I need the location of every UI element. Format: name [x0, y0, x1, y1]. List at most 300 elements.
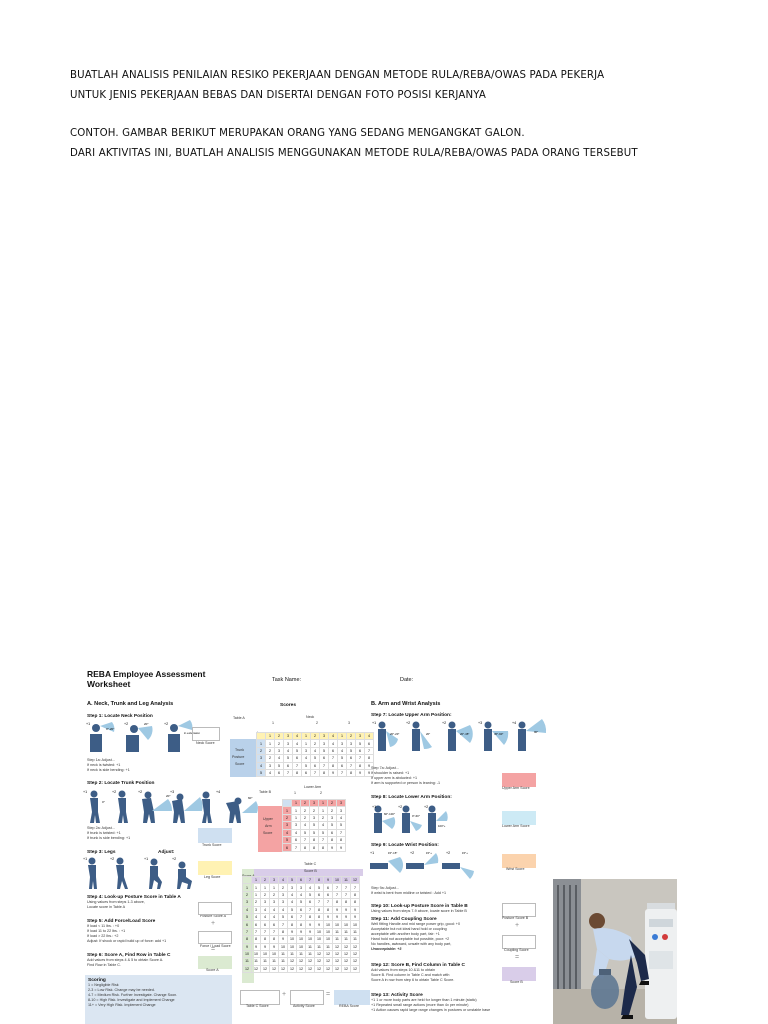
leg-score-label: Leg Score: [204, 875, 221, 879]
table-a-cell: 5: [293, 747, 302, 754]
table-b-cell: 5: [283, 836, 292, 843]
table-b-cell: 8: [310, 836, 319, 843]
step2-heading: Step 2: Locate Trunk Position: [87, 781, 155, 786]
table-b-cell: 8: [337, 836, 346, 843]
table-c-cell: 4: [270, 906, 279, 913]
reba-score-box: [334, 990, 370, 1005]
upper-arm-angle-label: +3: [478, 721, 483, 725]
upper-arm-angle-label: 20°-45°: [460, 732, 470, 736]
table-b-cell: 2: [301, 814, 310, 821]
step4-line: Locate score in Table A: [87, 905, 126, 909]
table-c-cell: 9: [342, 913, 351, 920]
table-c-cell: 10: [288, 936, 297, 943]
table-a-cell: 4: [257, 762, 266, 769]
posture-score-b-label: Posture Score B: [502, 916, 529, 920]
table-a-cell: 4: [329, 740, 338, 747]
table-c-cell: 12: [333, 950, 342, 957]
table-a-cell: 3: [275, 747, 284, 754]
leg-label: +2: [110, 857, 115, 861]
posture-score-a-box: [198, 902, 232, 915]
table-c-cell: 7: [306, 906, 315, 913]
table-b-cell: 4: [337, 814, 346, 821]
table-a-legs-cell: 3: [320, 733, 329, 740]
trunk-posture-score-text: Trunk: [235, 748, 245, 752]
table-c-row: [243, 891, 360, 898]
table-a-cell: 7: [356, 755, 365, 762]
table-c-col-header: 2: [261, 877, 270, 884]
table-a-legs-row: [257, 733, 374, 740]
table-b-cell: 7: [292, 844, 301, 851]
table-b-cell: 7: [301, 836, 310, 843]
table-c-cell: 4: [270, 913, 279, 920]
coupling-score-label: Coupling Score: [504, 948, 529, 952]
table-b-cell: 9: [337, 844, 346, 851]
upper-arm-angle-label: 20°: [426, 732, 431, 736]
table-c-cell: 4: [261, 906, 270, 913]
table-b-row: [283, 814, 346, 821]
table-a-cell: 1: [302, 740, 311, 747]
score-b-label: Score B: [510, 980, 523, 984]
table-a-cell: 2: [257, 747, 266, 754]
table-a-legs-cell: 2: [311, 733, 320, 740]
table-b-row: [283, 844, 346, 851]
table-a-cell: 6: [356, 747, 365, 754]
table-b-cell: 1: [292, 807, 301, 814]
table-b-wrist-cell: 2: [328, 800, 337, 807]
step6-line: Find Row in Table C.: [87, 963, 121, 967]
table-c-cell: 7: [279, 921, 288, 928]
table-b-cell: 3: [310, 814, 319, 821]
legs-adjust-heading: Adjust:: [158, 850, 175, 855]
table-a-cell: 8: [356, 762, 365, 769]
table-c-cell: 3: [252, 906, 261, 913]
step9a-line: If wrist is bent from midline or twisted : Add +1: [371, 891, 447, 895]
table-a: [256, 732, 374, 777]
score-b-header: Score B: [304, 869, 317, 873]
table-a-cell: 7: [347, 762, 356, 769]
posture-score-a-label: Posture Score A: [200, 914, 226, 918]
table-c-cell: 12: [342, 958, 351, 965]
table-c-cell: 8: [315, 906, 324, 913]
leg-label: +2: [172, 857, 177, 861]
table-a-cell: 6: [284, 762, 293, 769]
step1a-line: Step 1a: Adjust...: [87, 758, 115, 762]
table-c-cell: 9: [324, 913, 333, 920]
table-b-cell: 5: [310, 829, 319, 836]
table-a-legs-cell: 4: [365, 733, 374, 740]
table-c-cell: 7: [315, 899, 324, 906]
table-c-cell: 9: [333, 906, 342, 913]
table-a-legs-cell: 4: [293, 733, 302, 740]
table-a-row: [257, 747, 374, 754]
table-a-cell: 8: [320, 769, 329, 776]
table-b-cell: 3: [337, 807, 346, 814]
table-c-col-header: 6: [297, 877, 306, 884]
table-a-cell: 9: [329, 769, 338, 776]
table-a-cell: 4: [266, 769, 275, 776]
table-c-cell: 1: [243, 884, 252, 891]
table-a-cell: 5: [320, 747, 329, 754]
table-c-corner: [243, 877, 252, 884]
step5-line: If load > 22 lbs.: +2: [87, 934, 119, 938]
table-a-cell: 6: [329, 747, 338, 754]
coupling-score-box: [502, 935, 536, 949]
table-c-cell: 12: [351, 965, 360, 972]
wrist-angle-label: +1: [370, 851, 375, 855]
table-c-cell: 8: [297, 921, 306, 928]
step4-heading: Step 4: Look-up Posture Score in Table A: [87, 895, 181, 900]
table-a-cell: 4: [302, 755, 311, 762]
lower-arm-angle-label: +2: [398, 805, 403, 809]
table-c-cell: 12: [342, 950, 351, 957]
date-label: Date:: [400, 677, 414, 683]
table-c-col-header: 12: [351, 877, 360, 884]
table-b-cell: 3: [328, 814, 337, 821]
table-c-cell: 12: [324, 965, 333, 972]
table-c-cell: 2: [261, 891, 270, 898]
table-c-cell: 10: [306, 936, 315, 943]
table-c-cell: 10: [297, 936, 306, 943]
table-c-col-header: 5: [288, 877, 297, 884]
table-c-cell: 6: [297, 906, 306, 913]
section-b-heading: B. Arm and Wrist Analysis: [371, 701, 441, 707]
trunk-angle-label: +3: [170, 790, 175, 794]
table-a-cell: 6: [302, 769, 311, 776]
table-c-col-header: 4: [279, 877, 288, 884]
upper-arm-angle-label: 45°-90°: [494, 732, 504, 736]
table-a-legs-cell: 1: [266, 733, 275, 740]
table-c-cell: 8: [252, 936, 261, 943]
neck-score-label: Neck Score: [196, 741, 215, 745]
step1a-line: If neck is side bending: +1: [87, 768, 130, 772]
step11-heading: Step 11: Add Coupling Score: [371, 917, 437, 922]
table-b-wrist-cell: 2: [301, 800, 310, 807]
activity-score-box: [290, 990, 324, 1005]
table-a-cell: 7: [338, 769, 347, 776]
table-c-row: [243, 958, 360, 965]
table-a-cell: 4: [293, 740, 302, 747]
table-c-row: [243, 899, 360, 906]
table-a-neck-group: 3: [348, 721, 350, 725]
table-b-wrist-cell: 1: [319, 800, 328, 807]
table-c-cell: 8: [270, 936, 279, 943]
table-a-cell: 3: [320, 740, 329, 747]
table-c-cell: 11: [297, 950, 306, 957]
table-c-cell: 9: [351, 906, 360, 913]
table-c-cell: 6: [252, 921, 261, 928]
table-c-cell: 10: [351, 921, 360, 928]
table-b-cell: 2: [301, 807, 310, 814]
table-c-cell: 11: [270, 958, 279, 965]
table-a-neck-group: 1: [272, 721, 274, 725]
table-b-cell: 6: [292, 836, 301, 843]
lower-arm-score-box: [502, 811, 536, 825]
table-a-cell: 2: [266, 747, 275, 754]
table-c-cell: 3: [243, 899, 252, 906]
table-c-cell: 12: [342, 965, 351, 972]
table-b-cell: 5: [337, 822, 346, 829]
table-c-cell: 11: [252, 958, 261, 965]
neck-angle-label: in extension: [184, 731, 201, 735]
table-c-cell: 9: [243, 943, 252, 950]
table-c-cell: 7: [252, 928, 261, 935]
force-load-score-box: [198, 931, 232, 944]
table-c-cell: 5: [315, 884, 324, 891]
step5-line: If load < 11 lbs. : +0: [87, 924, 120, 928]
table-c-cell: 12: [351, 958, 360, 965]
table-a-legs-cell: 2: [347, 733, 356, 740]
wrist-score-box: [502, 854, 536, 868]
table-a-legs-cell: 1: [338, 733, 347, 740]
step5-line: If load 11 to 22 lbs. : +1: [87, 929, 126, 933]
upper-arm-figures: [370, 719, 550, 753]
table-c-cell: 12: [315, 950, 324, 957]
step5-heading: Step 5: Add Force/Load Score: [87, 919, 156, 924]
table-b-cell: 8: [301, 844, 310, 851]
step6-heading: Step 6: Score A, Find Row in Table C: [87, 953, 171, 958]
upper-arm-angle-label: 20°-20°: [390, 732, 400, 736]
table-b-label: Table B: [259, 790, 271, 794]
table-c-cell: 4: [288, 891, 297, 898]
neck-score-box: [192, 727, 220, 741]
table-c-cell: 10: [324, 928, 333, 935]
table-c-cell: 7: [333, 884, 342, 891]
table-c-cell: 11: [333, 928, 342, 935]
table-b-cell: 6: [328, 829, 337, 836]
table-b-row: [283, 829, 346, 836]
table-c-score-box: [240, 990, 280, 1005]
table-b-cell: 9: [328, 844, 337, 851]
table-c-col-header: 8: [315, 877, 324, 884]
table-c-cell: 8: [351, 899, 360, 906]
worksheet-title-2: Worksheet: [87, 679, 131, 689]
table-a-cell: 7: [329, 755, 338, 762]
table-c-cell: 12: [288, 965, 297, 972]
table-c-cell: 7: [297, 913, 306, 920]
table-c-cell: 11: [315, 943, 324, 950]
table-a-cell: 5: [302, 762, 311, 769]
trunk-score-box: [198, 828, 232, 843]
table-c-cell: 10: [252, 950, 261, 957]
table-b-wrist-row: [283, 800, 346, 807]
table-a-cell: 6: [347, 755, 356, 762]
table-b-cell: 3: [292, 822, 301, 829]
table-c-cell: 4: [243, 906, 252, 913]
lower-arm-header: Lower Arm: [304, 785, 322, 789]
wrist-angle-label: 15°-15°: [388, 851, 398, 855]
upper-arm-angle-label: +1: [372, 721, 377, 725]
table-c-cell: 12: [324, 958, 333, 965]
table-c-cell: 10: [324, 921, 333, 928]
table-c-cell: 12: [342, 943, 351, 950]
step6-line: Add values from steps 4 & 5 to obtain Score A.: [87, 958, 164, 962]
neck-header: Neck: [306, 715, 315, 719]
step11-line: Acceptable but not ideal hand hold or coupling: [371, 927, 447, 931]
table-b-cell: 3: [283, 822, 292, 829]
table-c-cell: 12: [306, 965, 315, 972]
table-c-cell: 3: [279, 899, 288, 906]
table-c-cell: 10: [279, 943, 288, 950]
activity-score-label: Activity Score: [293, 1004, 315, 1008]
step13-line: +1 Repeated small range actions (more than 4x per minute): [371, 1003, 469, 1007]
step13-line: +1 Action causes rapid large range changes in postures or unstable base: [371, 1008, 491, 1012]
table-c-cell: 7: [324, 899, 333, 906]
table-c-col-header: 10: [333, 877, 342, 884]
leg-label: +1: [144, 857, 149, 861]
table-c-cell: 7: [342, 891, 351, 898]
table-a-cell: 5: [338, 755, 347, 762]
table-c-cell: 8: [306, 913, 315, 920]
table-b-cell: 1: [319, 807, 328, 814]
table-c-cell: 12: [270, 965, 279, 972]
table-c-cell: 11: [342, 936, 351, 943]
table-c-col-header: 7: [306, 877, 315, 884]
step3-heading: Step 3: Legs: [87, 850, 116, 855]
upper-arm-angle-label: +4: [512, 721, 517, 725]
table-c-cell: 11: [288, 950, 297, 957]
table-b-group: 2: [320, 791, 322, 795]
table-c-cell: 12: [315, 958, 324, 965]
table-a-cell: 4: [284, 747, 293, 754]
step1-heading: Step 1: Locate Neck Position: [87, 714, 153, 719]
table-c-cell: 10: [324, 936, 333, 943]
lower-arm-score-label: Lower Arm Score: [502, 824, 530, 828]
step8-heading: Step 8: Locate Lower Arm Position:: [371, 795, 452, 800]
scores-heading: Scores: [280, 703, 296, 708]
upper-arm-score-text: Arm: [265, 824, 272, 828]
table-a-cell: 5: [284, 755, 293, 762]
upper-arm-angle-label: +2: [406, 721, 411, 725]
table-b-cell: 2: [283, 814, 292, 821]
table-a-neck-group: 2: [316, 721, 318, 725]
table-c-row: [243, 936, 360, 943]
neck-angle-label: 20°: [144, 722, 149, 726]
table-c-cell: 2: [279, 884, 288, 891]
table-c-cell: 5: [279, 913, 288, 920]
table-c-cell: 12: [252, 965, 261, 972]
step5-line: Adjust: If shock or rapid build up of force: add +1: [87, 939, 167, 943]
instruction-line-1: BUATLAH ANALISIS PENILAIAN RESIKO PEKERJAAN DENGAN METODE RULA/REBA/OWAS PADA PEKERJA: [70, 70, 605, 81]
step7a-line: If shoulder is raised: +1: [371, 771, 410, 775]
upper-arm-score-box: [502, 773, 536, 787]
task-name-label: Task Name:: [272, 677, 302, 683]
table-c-cell: 11: [333, 936, 342, 943]
table-a-cell: 8: [329, 762, 338, 769]
trunk-angle-label: +2: [138, 790, 143, 794]
step12-line: Score A in row from step 6 to obtain Table C Score.: [371, 978, 455, 982]
step11-line: Unacceptable: +3: [371, 947, 402, 951]
table-c-cell: 10: [270, 950, 279, 957]
table-b-cell: 8: [328, 836, 337, 843]
upper-arm-score-label: Upper Arm Score: [502, 786, 530, 790]
table-c-cell: 12: [279, 965, 288, 972]
instruction-line-3: CONTOH. GAMBAR BERIKUT MERUPAKAN ORANG YANG SEDANG MENGANGKAT GALON.: [70, 128, 525, 139]
table-c-cell: 7: [270, 928, 279, 935]
table-a-cell: 3: [338, 740, 347, 747]
table-c-cell: 9: [306, 921, 315, 928]
table-c-col-header: 3: [270, 877, 279, 884]
table-c-cell: 10: [261, 950, 270, 957]
table-c-cell: 8: [324, 906, 333, 913]
table-c-cell: 8: [342, 899, 351, 906]
step2a-line: Step 2a: Adjust...: [87, 826, 115, 830]
table-b-cell: 8: [310, 844, 319, 851]
table-c-cell: 12: [306, 958, 315, 965]
table-c-cell: 6: [315, 891, 324, 898]
table-b-cell: 1: [292, 814, 301, 821]
table-b-wrist-cell: 3: [337, 800, 346, 807]
step12-line: Add values from steps 10 &11 to obtain: [371, 968, 436, 972]
reba-worksheet: [82, 663, 550, 1024]
table-c-cell: 12: [351, 943, 360, 950]
table-c-cell: 12: [297, 958, 306, 965]
table-b-row: [283, 807, 346, 814]
table-b: [282, 799, 346, 852]
table-b-row: [283, 836, 346, 843]
table-c-cell: 1: [270, 884, 279, 891]
table-c-cell: 10: [288, 943, 297, 950]
table-a-cell: 9: [365, 769, 374, 776]
step2a-line: If trunk is twisted: +1: [87, 831, 121, 835]
table-b-cell: 1: [283, 807, 292, 814]
trunk-posture-score-text: Score: [235, 762, 245, 766]
table-a-legs-cell: 3: [356, 733, 365, 740]
trunk-angle-label: +2: [112, 790, 117, 794]
table-b-cell: 7: [337, 829, 346, 836]
table-b-cell: 5: [301, 829, 310, 836]
table-c-row: [243, 913, 360, 920]
table-c-cell: 12: [288, 958, 297, 965]
trunk-figures: [82, 787, 258, 823]
table-b-cell: 2: [310, 807, 319, 814]
table-c-cell: 12: [243, 965, 252, 972]
step7-heading: Step 7: Locate Upper Arm Position:: [371, 713, 452, 718]
instruction-line-4: DARI AKTIVITAS INI, BUATLAH ANALISIS MENGGUNAKAN METODE RULA/REBA/OWAS PADA ORANG TERSEBUT: [70, 148, 638, 159]
table-a-cell: 7: [284, 769, 293, 776]
step2a-line: If trunk is side bending: +1: [87, 836, 131, 840]
table-a-cell: 3: [284, 740, 293, 747]
table-c-cell: 11: [306, 943, 315, 950]
table-c-cell: 6: [243, 921, 252, 928]
plus-sign: +: [282, 991, 287, 998]
leg-score-box: [198, 861, 232, 875]
step1a-line: If neck is twisted: +1: [87, 763, 121, 767]
table-c-cell: 10: [315, 936, 324, 943]
wrist-angle-label: 15°+: [426, 851, 432, 855]
table-c-cell: 3: [288, 884, 297, 891]
table-c-cell: 11: [243, 958, 252, 965]
step7a-line: If arm is supported or person is leaning: -1: [371, 781, 441, 785]
lower-arm-angle-label: +1: [372, 805, 377, 809]
step7a-line: If upper arm is abducted: +1: [371, 776, 418, 780]
table-c-cell: 5: [243, 913, 252, 920]
table-a-cell: 6: [338, 762, 347, 769]
upper-arm-score-text: Score: [263, 831, 273, 835]
step9-heading: Step 9: Locate Wrist Position:: [371, 843, 439, 848]
table-a-cell: 4: [338, 747, 347, 754]
table-c-cell: 3: [279, 891, 288, 898]
table-c-cell: 12: [351, 950, 360, 957]
table-c-cell: 12: [297, 965, 306, 972]
neck-angle-label: 0°-20°: [106, 727, 115, 731]
wrist-angle-label: +2: [446, 851, 451, 855]
table-b-cell: 5: [328, 822, 337, 829]
table-c-cell: 8: [288, 921, 297, 928]
wrist-angle-label: 15°+: [462, 851, 468, 855]
neck-angle-label: +2: [164, 722, 169, 726]
table-c-cell: 9: [261, 943, 270, 950]
table-c-cell: 10: [333, 921, 342, 928]
